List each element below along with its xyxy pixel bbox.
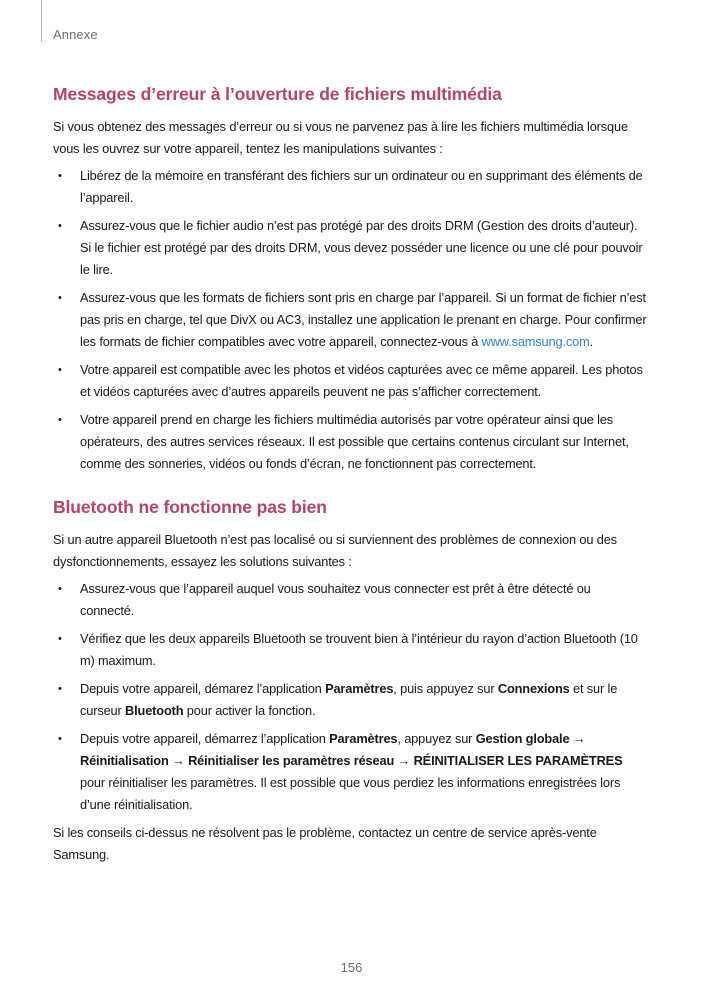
bullet-icon: •	[58, 633, 62, 645]
menu-term: RÉINITIALISER LES PARAMÈTRES	[413, 753, 623, 768]
list-item: • Assurez-vous que les formats de fichiers sont pris en charge par l’appareil. Si un format de fichier n’est pas pris en charge, tel que DivX ou AC3, installez une application le prenant en charge. Pour confirmer les formats de fichier compatibles avec votre appareil, connectez-vous à www.samsung.com.	[53, 287, 648, 353]
closing-paragraph: Si les conseils ci-dessus ne résolvent pas le problème, contactez un centre de service après-vente Samsung.	[53, 825, 597, 862]
page-number: 156	[340, 960, 363, 975]
arrow-icon: →	[394, 753, 414, 768]
menu-term: Paramètres	[325, 681, 394, 696]
bullet-list	[53, 165, 648, 475]
bullet-icon: •	[58, 292, 62, 304]
bullet-icon: •	[58, 170, 62, 182]
menu-term: Réinitialisation	[80, 753, 169, 768]
section-header: Annexe	[53, 27, 98, 42]
list-item: • Depuis votre appareil, démarrez l’application Paramètres, appuyez sur Gestion globale → Réinitialisation → Réinitialiser les paramètres réseau → RÉINITIALISER LES PARAMÈTRES pour réinitialiser les paramètres. Il est possible que vous perdiez les informations enregistrées lors d’une réinitialisation.	[53, 728, 648, 816]
bullet-list	[53, 578, 648, 816]
menu-term: Gestion globale	[475, 731, 570, 746]
menu-term: Bluetooth	[125, 703, 184, 718]
bullet-icon: •	[58, 364, 62, 376]
bullet-icon: •	[58, 414, 62, 426]
section-title-bluetooth: Bluetooth ne fonctionne pas bien	[53, 497, 327, 517]
section-bluetooth	[53, 495, 648, 866]
list-item: • Votre appareil est compatible avec les photos et vidéos capturées avec ce même appareil. Les photos et vidéos capturées avec d’autres appareils peuvent ne pas s’afficher correctement.	[53, 359, 648, 403]
section-intro: Si un autre appareil Bluetooth n’est pas localisé ou si surviennent des problèmes de connexion ou des dysfonctionnements, essayez les solutions suivantes :	[53, 532, 617, 569]
list-item: • Vérifiez que les deux appareils Bluetooth se trouvent bien à l’intérieur du rayon d’action Bluetooth (10 m) maximum.	[53, 628, 648, 672]
section-media-errors	[53, 82, 648, 475]
bullet-icon: •	[58, 583, 62, 595]
section-intro: Si vous obtenez des messages d’erreur ou si vous ne parvenez pas à lire les fichiers multimédia lorsque vous les ouvrez sur votre appareil, tentez les manipulations suivantes :	[53, 119, 628, 156]
arrow-icon: →	[569, 731, 586, 746]
samsung-website-link[interactable]: www.samsung.com	[481, 334, 590, 349]
bullet-icon: •	[58, 733, 62, 745]
header-divider	[41, 0, 42, 42]
list-item: • Votre appareil prend en charge les fichiers multimédia autorisés par votre opérateur ainsi que les opérateurs, des autres services réseaux. Il est possible que certains contenus circulant sur Internet, comme des sonneries, vidéos ou fonds d’écran, ne fonctionnent pas correctement.	[53, 409, 648, 475]
list-item: • Libérez de la mémoire en transférant des fichiers sur un ordinateur ou en supprimant des éléments de l’appareil.	[53, 165, 648, 209]
list-item: • Assurez-vous que le fichier audio n’est pas protégé par des droits DRM (Gestion des droits d’auteur). Si le fichier est protégé par des droits DRM, vous devez posséder une licence ou une clé pour pouvoir le lire.	[53, 215, 648, 281]
section-title-media-errors: Messages d’erreur à l’ouverture de fichiers multimédia	[53, 84, 502, 104]
page-content	[53, 82, 648, 866]
menu-term: Réinitialiser les paramètres réseau	[188, 753, 395, 768]
list-item: • Depuis votre appareil, démarez l’application Paramètres, puis appuyez sur Connexions et sur le curseur Bluetooth pour activer la fonction.	[53, 678, 648, 722]
arrow-icon: →	[168, 753, 189, 768]
menu-term: Connexions	[497, 681, 570, 696]
menu-term: Paramètres	[329, 731, 398, 746]
bullet-icon: •	[58, 220, 62, 232]
bullet-icon: •	[58, 683, 62, 695]
list-item: • Assurez-vous que l’appareil auquel vous souhaitez vous connecter est prêt à être détecté ou connecté.	[53, 578, 648, 622]
